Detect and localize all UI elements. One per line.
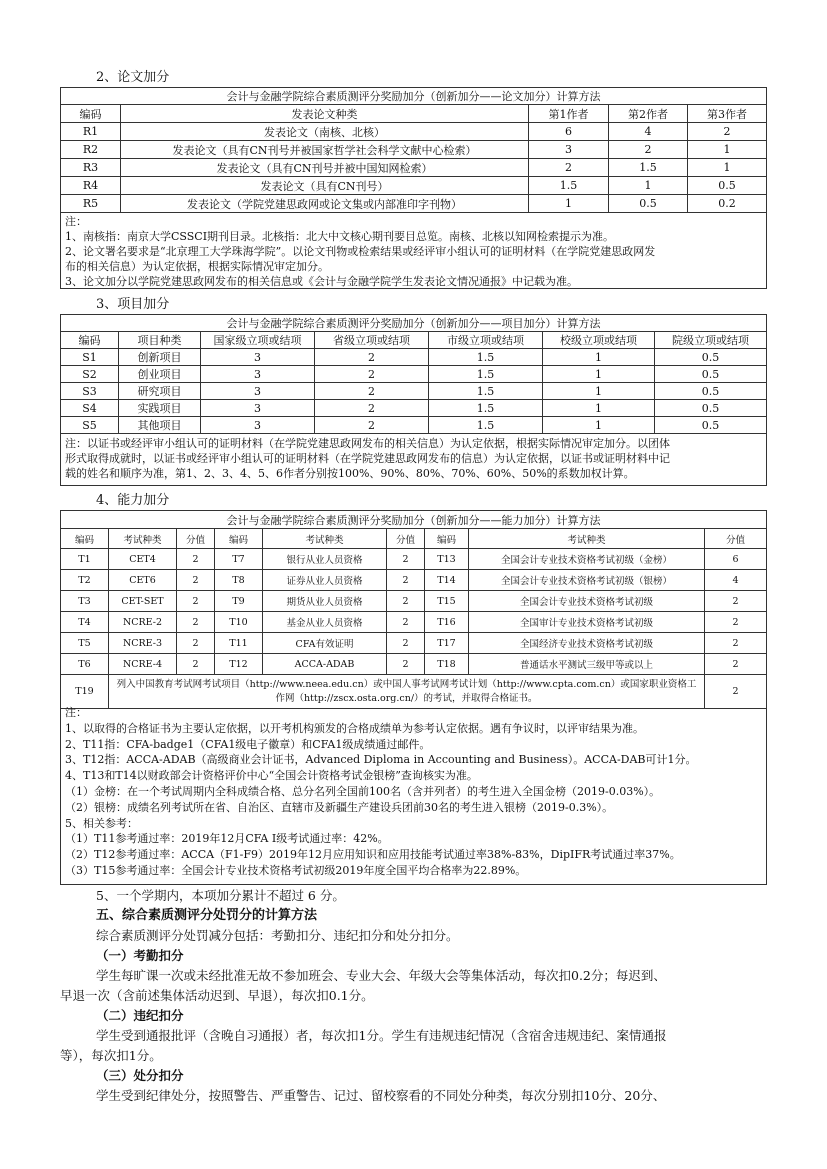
- cell: T18: [425, 654, 469, 675]
- header-cell: 编码: [61, 529, 109, 549]
- cell: 3: [201, 400, 315, 417]
- cell: CET4: [109, 549, 177, 570]
- note-line: 5、相关参考：: [65, 816, 138, 830]
- table-row: [61, 633, 767, 654]
- cell: 1: [543, 417, 655, 434]
- cell: T2: [61, 570, 109, 591]
- penalty-heading: 五、综合素质测评分处罚分的计算方法: [96, 908, 318, 923]
- cell: 1.5: [529, 177, 609, 195]
- cell: 全国经济专业技术资格考试初级: [469, 633, 705, 654]
- paper-bonus-table: [60, 87, 767, 213]
- cell: T13: [425, 549, 469, 570]
- cell: 4: [609, 123, 688, 141]
- cell: T7: [215, 549, 263, 570]
- note-line: （2）T12参考通过率：ACCA（F1-F9）2019年12月应用知识和应用技能考试通过率38%-83%，DipIFR考试通过率37%。: [65, 848, 681, 862]
- project-bonus-table: [60, 314, 767, 434]
- cell: R3: [61, 159, 121, 177]
- cell: 证券从业人员资格: [263, 570, 387, 591]
- cell: 2: [387, 633, 425, 654]
- header-cell: 发表论文种类: [121, 105, 529, 123]
- cell: 2: [177, 570, 215, 591]
- section-4-heading: 4、能力加分: [96, 493, 170, 508]
- cell: 基金从业人员资格: [263, 612, 387, 633]
- cell: 3: [201, 383, 315, 400]
- cell: 发表论文（具有CN刊号并被中国知网检索）: [121, 159, 529, 177]
- cell: 6: [705, 549, 767, 570]
- cell: 2: [705, 633, 767, 654]
- table-row: [61, 417, 767, 434]
- discipline-text-1: 学生受到通报批评（含晚自习通报）者，每次扣1分。学生有违规违纪情况（含宿舍违规违纪、案情通报: [96, 1028, 667, 1043]
- cell: 其他项目: [119, 417, 201, 434]
- cell: ACCA-ADAB: [263, 654, 387, 675]
- table-row: [61, 177, 767, 195]
- cell: T8: [215, 570, 263, 591]
- table-title: 会计与金融学院综合素质测评分奖励加分（创新加分——能力加分）计算方法: [61, 511, 767, 529]
- sanction-text-1: 学生受到纪律处分，按照警告、严重警告、记过、留校察看的不同处分种类，每次分别扣10分、20分、: [96, 1088, 666, 1103]
- cell: T4: [61, 612, 109, 633]
- note-line: 2、T11指：CFA-badge1（CFA1级电子徽章）和CFA1级成绩通过邮件。: [65, 737, 431, 751]
- cell: 3: [201, 417, 315, 434]
- cell: 2: [315, 417, 429, 434]
- cell: 全国审计专业技术资格考试初级: [469, 612, 705, 633]
- cell: 0.5: [688, 177, 767, 195]
- cell: 期货从业人员资格: [263, 591, 387, 612]
- cell: T15: [425, 591, 469, 612]
- cell: T6: [61, 654, 109, 675]
- cell: 2: [315, 383, 429, 400]
- cell: 2: [609, 141, 688, 159]
- table-title: 会计与金融学院综合素质测评分奖励加分（创新加分——项目加分）计算方法: [61, 315, 767, 332]
- header-cell: 第3作者: [688, 105, 767, 123]
- cell: 3: [201, 366, 315, 383]
- cell: 0.5: [655, 417, 767, 434]
- header-cell: 考试种类: [263, 529, 387, 549]
- cell: S1: [61, 349, 119, 366]
- attendance-heading: （一）考勤扣分: [96, 948, 184, 963]
- cell: T12: [215, 654, 263, 675]
- note-line: 4、T13和T14以财政部会计资格评价中心“全国会计资格考试金银榜”查询核实为准。: [65, 769, 478, 783]
- table-row: [61, 591, 767, 612]
- cell: 1: [688, 141, 767, 159]
- cell: 4: [705, 570, 767, 591]
- cell: 发表论文（具有CN刊号）: [121, 177, 529, 195]
- note-line: 2、论文署名要求是“北京理工大学珠海学院”。以论文刊物或检索结果或经评审小组认可的证明材料（在学院党建思政网发: [65, 245, 656, 258]
- cell: 创新项目: [119, 349, 201, 366]
- note-line: 3、T12指：ACCA-ADAB（高级商业会计证书，Advanced Diploma in Accounting and Business）。ACCA-DAB可计1分。: [65, 753, 697, 767]
- cell: 3: [201, 349, 315, 366]
- table-row: [61, 195, 767, 213]
- cell: 1: [609, 177, 688, 195]
- cell: 1.5: [429, 349, 543, 366]
- cell: 创业项目: [119, 366, 201, 383]
- table-row: [61, 549, 767, 570]
- discipline-heading: （二）违纪扣分: [96, 1008, 184, 1023]
- cell: 2: [387, 612, 425, 633]
- cell: S4: [61, 400, 119, 417]
- cell: 6: [529, 123, 609, 141]
- cell: 2: [177, 633, 215, 654]
- cell: T14: [425, 570, 469, 591]
- cell: T1: [61, 549, 109, 570]
- header-cell: 第1作者: [529, 105, 609, 123]
- t19-line: 列入中国教育考试网考试项目（http://www.neea.edu.cn）或中国人事考试网考试计划（http://www.cpta.com.cn）或国家职业资格工: [116, 678, 697, 690]
- cell: 全国会计专业技术资格考试初级: [469, 591, 705, 612]
- cell: NCRE-2: [109, 612, 177, 633]
- cell: CET-SET: [109, 591, 177, 612]
- note-line: （3）T15参考通过率：全国会计专业技术资格考试初级2019年度全国平均合格率为22.89%。: [65, 863, 527, 877]
- cell: 1.5: [609, 159, 688, 177]
- note-line: 注：: [65, 215, 87, 228]
- table-row: [61, 159, 767, 177]
- cell: 3: [529, 141, 609, 159]
- table-row: [61, 570, 767, 591]
- header-cell: 第2作者: [609, 105, 688, 123]
- table-row: [61, 366, 767, 383]
- cell: 0.5: [655, 366, 767, 383]
- cell: 2: [315, 349, 429, 366]
- cell: 0.5: [655, 383, 767, 400]
- cell: 1: [529, 195, 609, 213]
- t19-line: 作网（http://zscx.osta.org.cn/）的考试，并取得合格证书。: [275, 692, 538, 704]
- cell: T11: [215, 633, 263, 654]
- header-cell: 项目种类: [119, 332, 201, 349]
- table-title: 会计与金融学院综合素质测评分奖励加分（创新加分——论文加分）计算方法: [61, 88, 767, 105]
- header-cell: 编码: [425, 529, 469, 549]
- discipline-text-2: 等），每次扣1分。: [60, 1048, 162, 1063]
- header-cell: 国家级立项或结项: [201, 332, 315, 349]
- cell: 0.5: [655, 349, 767, 366]
- cell: 0.5: [655, 400, 767, 417]
- table-row: [61, 141, 767, 159]
- header-cell: 市级立项或结项: [429, 332, 543, 349]
- header-cell: 编码: [61, 105, 121, 123]
- note-line: （1）金榜：在一个考试周期内全科成绩合格、总分名列全国前100名（含并列者）的考生进入全国金榜（2019-0.03%）。: [65, 784, 661, 798]
- note-line: 注：: [65, 706, 87, 719]
- penalty-intro: 综合素质测评分处罚减分包括：考勤扣分、违纪扣分和处分扣分。: [96, 928, 459, 943]
- ability-bonus-table: [60, 510, 767, 709]
- cell: R5: [61, 195, 121, 213]
- cell: 1: [543, 400, 655, 417]
- cell: 1.5: [429, 400, 543, 417]
- cell: 全国会计专业技术资格考试初级（金榜）: [469, 549, 705, 570]
- cell: 0.2: [688, 195, 767, 213]
- cell: CFA有效证明: [263, 633, 387, 654]
- cell: 1.5: [429, 383, 543, 400]
- cell: 实践项目: [119, 400, 201, 417]
- header-cell: 院级立项或结项: [655, 332, 767, 349]
- cell: 0.5: [609, 195, 688, 213]
- cell: 1: [688, 159, 767, 177]
- cell: 2: [387, 570, 425, 591]
- cell: T3: [61, 591, 109, 612]
- table-row: [61, 654, 767, 675]
- cell: T9: [215, 591, 263, 612]
- note-line: 1、南核指：南京大学CSSCI期刊目录。北核指：北大中文核心期刊要目总览。南核、北核以知网检索提示为准。: [65, 230, 615, 243]
- cell: S2: [61, 366, 119, 383]
- header-cell: 分值: [387, 529, 425, 549]
- note-line: 3、论文加分以学院党建思政网发布的相关信息或《会计与金融学院学生发表论文情况通报》中记载为准。: [65, 275, 578, 288]
- cell: T19: [61, 675, 109, 709]
- header-cell: 考试种类: [469, 529, 705, 549]
- bonus-limit-text: 5、一个学期内，本项加分累计不超过 6 分。: [96, 888, 345, 903]
- cell: NCRE-4: [109, 654, 177, 675]
- cell: 2: [315, 366, 429, 383]
- cell: R2: [61, 141, 121, 159]
- cell: CET6: [109, 570, 177, 591]
- table-row: [61, 349, 767, 366]
- header-cell: 考试种类: [109, 529, 177, 549]
- cell: 1: [543, 366, 655, 383]
- cell: 发表论文（南核、北核）: [121, 123, 529, 141]
- note-line: 形式取得成就时，以证书或经评审小组认可的证明材料（在学院党建思政网发布的信息）为认定依据，以证书或证明材料中记: [65, 452, 670, 465]
- cell: S3: [61, 383, 119, 400]
- section-3-heading: 3、项目加分: [96, 297, 170, 312]
- header-cell: 分值: [177, 529, 215, 549]
- cell: 1.5: [429, 417, 543, 434]
- header-cell: 校级立项或结项: [543, 332, 655, 349]
- cell: 银行从业人员资格: [263, 549, 387, 570]
- note-line: 注：以证书或经评审小组认可的证明材料（在学院党建思政网发布的相关信息）为认定依据，根据实际情况审定加分。以团体: [65, 437, 670, 450]
- note-line: 1、以取得的合格证书为主要认定依据，以开考机构颁发的合格成绩单为参考认定依据。遇有争议时，以评审结果为准。: [65, 721, 644, 735]
- cell: 2: [177, 612, 215, 633]
- table-row: [61, 612, 767, 633]
- cell: S5: [61, 417, 119, 434]
- cell: 发表论文（学院党建思政网或论文集或内部准印字刊物）: [121, 195, 529, 213]
- attendance-text-2: 早退一次（含前述集体活动迟到、早退），每次扣0.1分。: [60, 988, 374, 1003]
- note-line: （2）银榜：成绩名列考试所在省、自治区、直辖市及新疆生产建设兵团前30名的考生进入银榜（2019-0.3%）。: [65, 800, 614, 814]
- cell: 2: [705, 612, 767, 633]
- cell: 2: [177, 654, 215, 675]
- note-line: 载的姓名和顺序为准，第1、2、3、4、5、6作者分别按100%、90%、80%、70%、60%、50%的系数加权计算。: [65, 467, 635, 480]
- cell: 研究项目: [119, 383, 201, 400]
- cell: 2: [387, 591, 425, 612]
- cell: 全国会计专业技术资格考试初级（银榜）: [469, 570, 705, 591]
- cell: 1: [543, 349, 655, 366]
- ability-notes: [60, 701, 767, 885]
- paper-notes: [60, 212, 767, 289]
- header-cell: 编码: [61, 332, 119, 349]
- cell: R1: [61, 123, 121, 141]
- cell: 2: [177, 591, 215, 612]
- cell: 1: [543, 383, 655, 400]
- table-row: [61, 383, 767, 400]
- cell: 发表论文（具有CN刊号并被国家哲学社会科学文献中心检索）: [121, 141, 529, 159]
- cell: R4: [61, 177, 121, 195]
- cell: 2: [387, 654, 425, 675]
- cell: T10: [215, 612, 263, 633]
- note-line: （1）T11参考通过率：2019年12月CFA I级考试通过率：42%。: [65, 832, 389, 846]
- header-cell: 省级立项或结项: [315, 332, 429, 349]
- cell: 普通话水平测试三级甲等或以上: [469, 654, 705, 675]
- cell: 2: [387, 549, 425, 570]
- cell: 2: [688, 123, 767, 141]
- attendance-text-1: 学生每旷课一次或未经批准无故不参加班会、专业大会、年级大会等集体活动，每次扣0.2分；每迟到、: [96, 968, 666, 983]
- cell: T5: [61, 633, 109, 654]
- cell: T17: [425, 633, 469, 654]
- cell: T16: [425, 612, 469, 633]
- cell: 1.5: [429, 366, 543, 383]
- cell: 2: [705, 654, 767, 675]
- project-notes: [60, 434, 767, 486]
- table-row: [61, 123, 767, 141]
- cell: 2: [177, 549, 215, 570]
- section-2-heading: 2、论文加分: [96, 70, 170, 85]
- cell: 2: [705, 675, 767, 709]
- sanction-heading: （三）处分扣分: [96, 1068, 184, 1083]
- cell: 2: [705, 591, 767, 612]
- header-cell: 分值: [705, 529, 767, 549]
- cell: 2: [529, 159, 609, 177]
- note-line: 布的相关信息）为认定依据，根据实际情况审定加分。: [65, 260, 329, 273]
- header-cell: 编码: [215, 529, 263, 549]
- cell: NCRE-3: [109, 633, 177, 654]
- table-row: [61, 400, 767, 417]
- cell: 2: [315, 400, 429, 417]
